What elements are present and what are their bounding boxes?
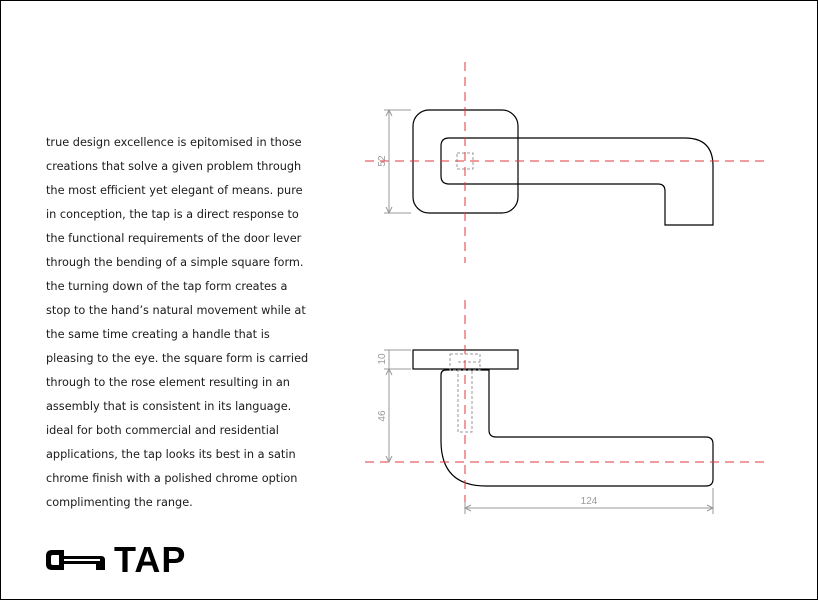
side-length-label: 124 xyxy=(580,496,598,507)
description-line: pleasing to the eye. the square form is carried xyxy=(46,352,309,365)
description-line: assembly that is consistent in its language. xyxy=(46,400,292,413)
description-line: the functional requirements of the door lever xyxy=(46,232,302,245)
top-height-label: 52 xyxy=(377,155,388,167)
description-line: complimenting the range. xyxy=(46,496,193,509)
logo-wordmark: TAP xyxy=(114,539,187,580)
description-line: creations that solve a given problem through xyxy=(46,160,302,173)
description-line: through the bending of a simple square form. xyxy=(46,256,304,269)
description-line: in conception, the tap is a direct response to xyxy=(46,208,299,221)
side-height-label: 46 xyxy=(377,410,388,422)
top-lever-outline xyxy=(441,138,713,225)
description-line: applications, the tap looks its best in a satin xyxy=(46,448,296,461)
description-line: chrome finish with a polished chrome option xyxy=(46,472,298,485)
description-line: the most efficient yet elegant of means. pure xyxy=(46,184,303,197)
description-line: ideal for both commercial and residential xyxy=(46,424,279,437)
description-line: through to the rose element resulting in an xyxy=(46,376,290,389)
description-line: true design excellence is epitomised in those xyxy=(46,136,302,149)
description-line: the same time creating a handle that is xyxy=(46,328,270,341)
side-rose-dimension xyxy=(384,350,411,369)
side-view-drawing xyxy=(365,300,765,514)
description-line: stop to the hand’s natural movement while at xyxy=(46,304,306,317)
brand-logo xyxy=(44,540,186,580)
side-lever-outline xyxy=(441,370,713,486)
lever-logo-icon xyxy=(44,547,106,573)
top-view-drawing xyxy=(365,62,765,263)
description-line: the turning down of the tap form creates a xyxy=(46,280,288,293)
side-rose-label: 10 xyxy=(377,353,388,365)
